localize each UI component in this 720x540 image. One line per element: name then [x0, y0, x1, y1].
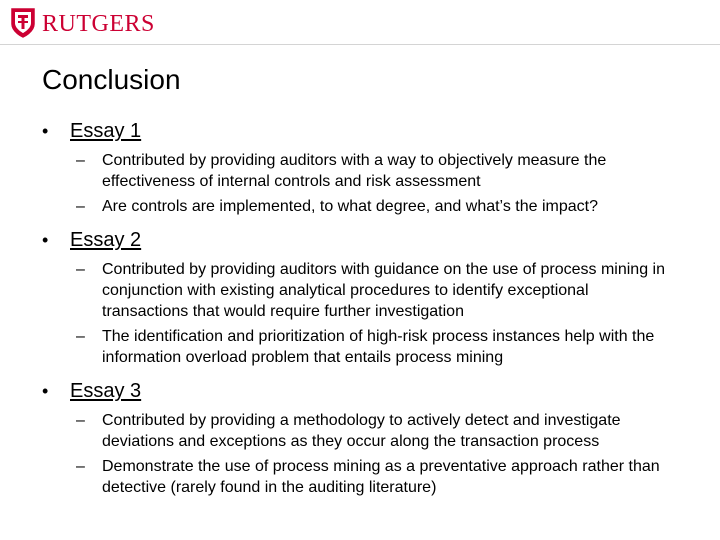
bullet-icon: •	[42, 381, 49, 401]
point-text: Demonstrate the use of process mining as a preventative approach rather than detective (rarely found in the auditing literature)	[102, 458, 660, 496]
list-item	[0, 150, 676, 192]
section-essay-2	[0, 227, 720, 253]
rutgers-shield-icon	[10, 7, 36, 39]
point-text: The identification and prioritization of high-risk process instances help with the information overload problem that entails process mining	[102, 328, 655, 366]
bullet-icon: •	[42, 121, 49, 141]
slide-content	[0, 118, 720, 508]
dash-icon: –	[76, 152, 85, 169]
point-text: Contributed by providing auditors with guidance on the use of process mining in conjunction with existing analytical procedures to identify exceptional transactions that would require further investigation	[102, 261, 665, 320]
point-text: Contributed by providing a methodology to actively detect and investigate deviations and exceptions as they occur along the transaction process	[102, 412, 621, 450]
logo-wordmark: RUTGERS	[42, 11, 155, 37]
section-label: Essay 1	[70, 120, 142, 142]
section-label: Essay 2	[70, 229, 142, 251]
dash-icon: –	[76, 261, 85, 278]
header-divider	[0, 44, 720, 45]
section-points	[0, 259, 720, 368]
slide-title: Conclusion	[42, 64, 181, 95]
section-essay-3	[0, 378, 720, 404]
list-item	[0, 410, 676, 452]
list-item	[0, 259, 676, 322]
section-points	[0, 150, 720, 217]
section-essay-1	[0, 118, 720, 144]
dash-icon: –	[76, 458, 85, 475]
dash-icon: –	[76, 412, 85, 429]
section-points	[0, 410, 720, 498]
point-text: Contributed by providing auditors with a way to objectively measure the effectiveness of internal controls and risk assessment	[102, 152, 607, 190]
list-item	[0, 456, 676, 498]
rutgers-logo	[10, 6, 155, 40]
bullet-icon: •	[42, 230, 49, 250]
list-item	[0, 196, 676, 217]
slide-header	[0, 0, 720, 44]
list-item	[0, 326, 676, 368]
dash-icon: –	[76, 328, 85, 345]
section-label: Essay 3	[70, 380, 142, 402]
point-text: Are controls are implemented, to what degree, and what’s the impact?	[102, 198, 598, 215]
dash-icon: –	[76, 198, 85, 215]
